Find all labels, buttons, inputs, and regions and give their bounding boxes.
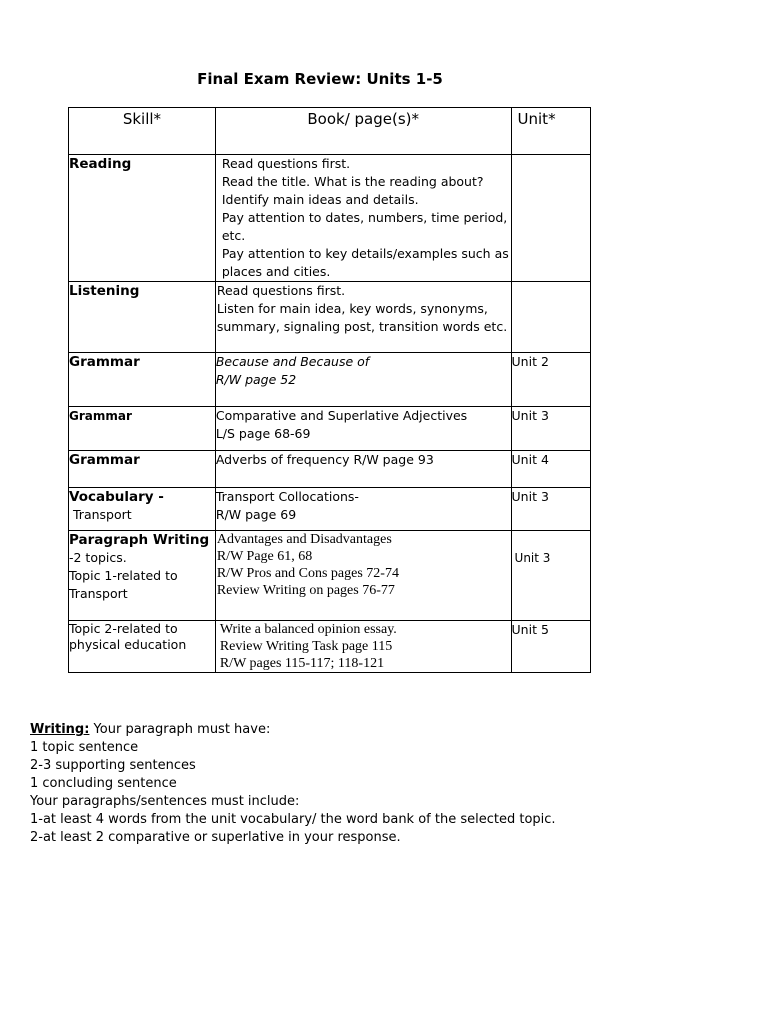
book-line: Listen for main idea, key words, synonyms, summary, signaling post, transition words etc. (216, 301, 508, 334)
skill-cell (69, 488, 216, 531)
table-row (69, 451, 591, 488)
table-row (69, 407, 591, 451)
note-line: 2-at least 2 comparative or superlative in your response. (30, 830, 401, 845)
book-cell (215, 353, 511, 407)
unit-cell (511, 155, 590, 282)
book-line: Read the title. What is the reading about? (221, 174, 484, 189)
book-line: L/S page 68-69 (215, 426, 311, 441)
skill-subtext: Topic 2-related to physical education (69, 621, 187, 652)
book-line: Because and Because of (215, 354, 370, 369)
book-cell (215, 531, 511, 621)
table-row (69, 621, 591, 673)
table-header-row (69, 108, 591, 155)
book-cell (215, 155, 511, 282)
note-line: 2-3 supporting sentences (30, 758, 196, 773)
book-line: Pay attention to dates, numbers, time period, etc. (221, 210, 508, 243)
book-line: R/W Page 61, 68 (216, 549, 313, 564)
review-table (68, 107, 591, 673)
table-row (69, 531, 591, 621)
note-line: 1 topic sentence (30, 740, 139, 755)
book-cell (215, 488, 511, 531)
book-line: Read questions first. (216, 283, 346, 298)
unit-cell: Unit 3 (511, 531, 590, 621)
writing-heading-rest: Your paragraph must have: (89, 722, 271, 737)
book-line: Read questions first. (221, 156, 351, 171)
skill-cell (69, 282, 216, 353)
book-cell (215, 282, 511, 353)
book-line: R/W page 69 (215, 507, 297, 522)
skill-cell (69, 353, 216, 407)
header-skill: Skill* (69, 108, 216, 155)
unit-cell: Unit 3 (511, 407, 590, 451)
book-line: Advantages and Disadvantages (216, 532, 392, 547)
book-line: R/W Pros and Cons pages 72-74 (216, 566, 399, 581)
skill-subtext: -2 topics. (69, 550, 127, 565)
skill-cell (69, 531, 216, 621)
unit-cell: Unit 3 (511, 488, 590, 531)
book-line: Pay attention to key details/examples such as places and cities. (221, 246, 509, 279)
table-row (69, 155, 591, 282)
unit-cell (511, 282, 590, 353)
note-line: 1 concluding sentence (30, 776, 177, 791)
skill-name: Vocabulary - (69, 489, 164, 505)
unit-cell: Unit 2 (511, 353, 590, 407)
header-book-pages: Book/ page(s)* (215, 108, 511, 155)
page-title: Final Exam Review: Units 1-5 (197, 70, 443, 88)
skill-subtext: Topic 1-related to Transport (69, 568, 178, 601)
table-row (69, 488, 591, 531)
book-cell (215, 451, 511, 488)
skill-subtext: Transport (73, 507, 132, 522)
note-line: Your paragraphs/sentences must include: (30, 794, 300, 809)
note-line: 1-at least 4 words from the unit vocabulary/ the word bank of the selected topic. (30, 812, 556, 827)
book-line: Adverbs of frequency R/W page 93 (215, 452, 434, 467)
book-line: Review Writing Task page 115 (219, 639, 393, 654)
skill-name: Grammar (69, 409, 132, 423)
book-line: R/W page 52 (215, 372, 297, 387)
book-line: Identify main ideas and details. (221, 192, 419, 207)
skill-cell (69, 621, 216, 673)
skill-name: Grammar (69, 452, 140, 468)
unit-cell: Unit 4 (511, 451, 590, 488)
book-line: Review Writing on pages 76-77 (216, 583, 395, 598)
book-line: Comparative and Superlative Adjectives (215, 408, 468, 423)
writing-heading: Writing: (30, 722, 90, 737)
writing-notes (30, 721, 556, 847)
table-row (69, 282, 591, 353)
book-line: Transport Collocations- (215, 489, 359, 504)
writing-heading-line (30, 721, 556, 739)
skill-name: Reading (69, 156, 132, 172)
book-cell (215, 407, 511, 451)
skill-cell (69, 407, 216, 451)
book-cell (215, 621, 511, 673)
skill-name: Listening (69, 283, 140, 299)
book-line: Write a balanced opinion essay. (219, 622, 397, 637)
skill-name: Grammar (69, 354, 140, 370)
book-line: R/W pages 115-117; 118-121 (219, 656, 385, 671)
table-row (69, 353, 591, 407)
skill-cell (69, 451, 216, 488)
unit-cell: Unit 5 (511, 621, 590, 673)
skill-name: Paragraph Writing (69, 532, 210, 548)
skill-cell (69, 155, 216, 282)
header-unit: Unit* (511, 108, 590, 155)
